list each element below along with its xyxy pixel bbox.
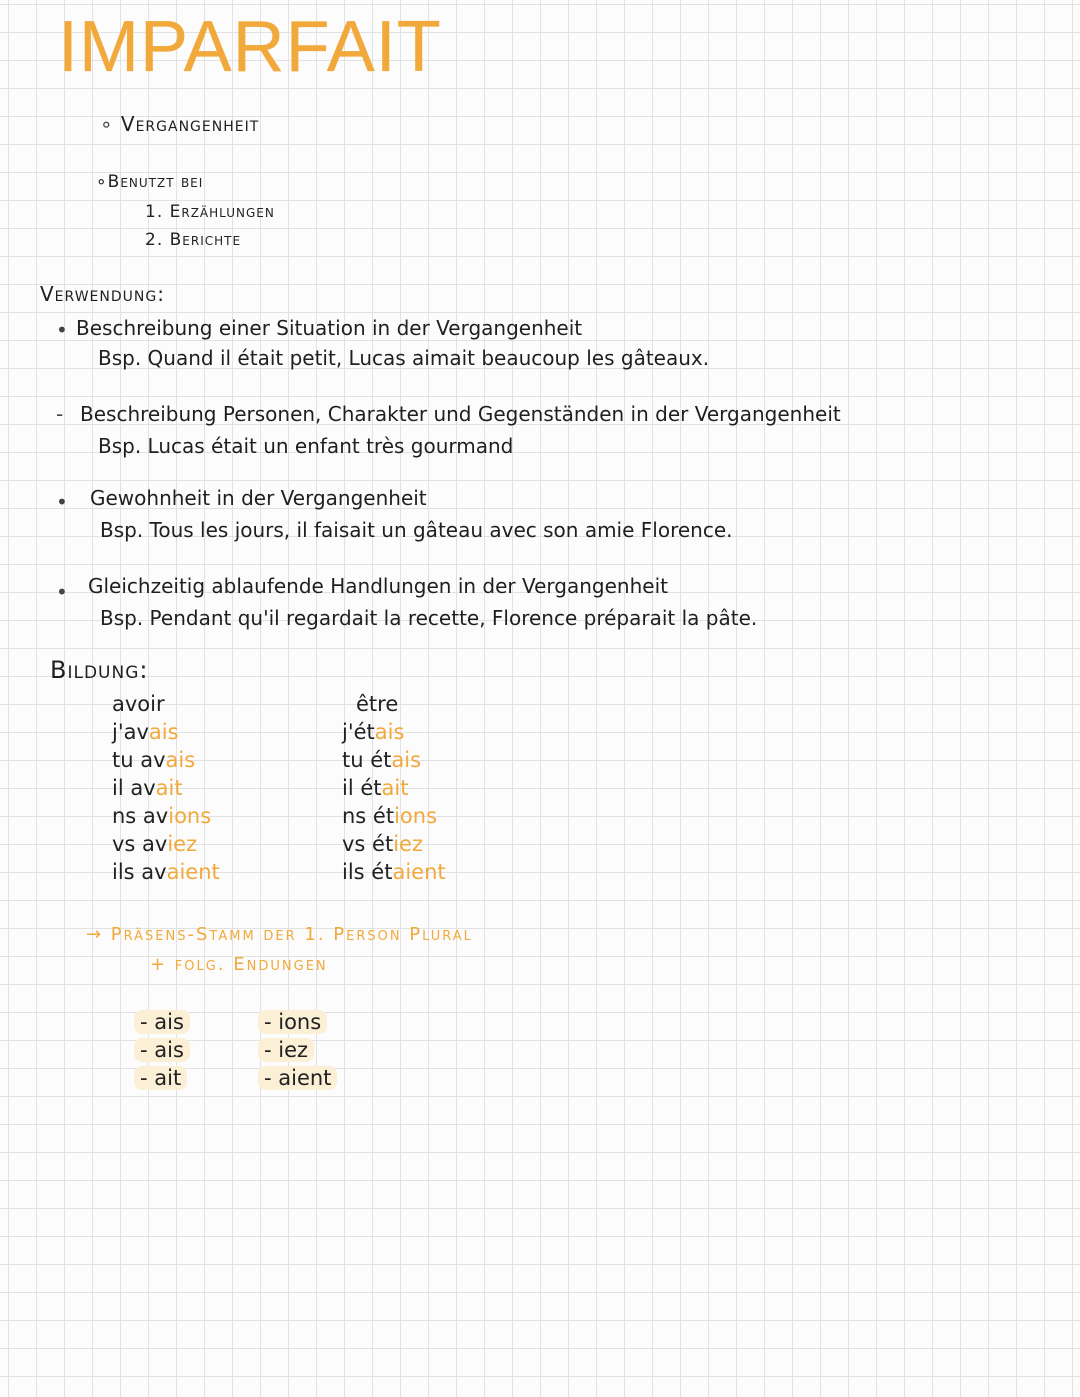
form-ending: iez xyxy=(167,832,198,856)
form-stem: il ét xyxy=(342,776,382,800)
form-stem: ns av xyxy=(112,804,169,828)
verwendung-example-4: Bsp. Pendant qu'il regardait la recette, Florence préparait la pâte. xyxy=(100,606,758,630)
verwendung-example-3: Bsp. Tous les jours, il faisait un gâteau avec son amie Florence. xyxy=(100,518,733,542)
intro-bullet-benutzt xyxy=(96,172,203,192)
avoir-form xyxy=(112,830,220,858)
form-stem: j'av xyxy=(112,720,149,744)
form-stem: vs ét xyxy=(342,832,394,856)
form-ending: ait xyxy=(155,776,183,800)
intro-text-2: Benutzt bei xyxy=(107,172,204,192)
avoir-form xyxy=(112,746,220,774)
bullet-icon: ∘ xyxy=(100,112,121,136)
ending-text: - ait xyxy=(134,1066,187,1090)
form-ending: ions xyxy=(168,804,212,828)
etre-form xyxy=(342,774,446,802)
ending-item xyxy=(258,1064,337,1092)
rule-line-1: → Präsens-Stamm der 1. Person Plural xyxy=(86,924,473,945)
bildung-heading: Bildung: xyxy=(50,656,149,684)
form-stem: ns ét xyxy=(342,804,395,828)
ending-item xyxy=(134,1064,190,1092)
etre-form xyxy=(342,830,446,858)
form-stem: ils ét xyxy=(342,860,393,884)
form-ending: ions xyxy=(394,804,438,828)
form-stem: vs av xyxy=(112,832,168,856)
ending-text: - ais xyxy=(134,1038,190,1062)
page-title: IMPARFAIT xyxy=(58,7,442,87)
verwendung-item-3: Gewohnheit in der Vergangenheit xyxy=(90,486,427,510)
avoir-form xyxy=(112,774,220,802)
form-stem: tu ét xyxy=(342,748,392,772)
bullet-icon: • xyxy=(56,490,68,514)
verwendung-item-2: Beschreibung Personen, Charakter und Gegenständen in der Vergangenheit xyxy=(80,402,841,426)
verwendung-example-2: Bsp. Lucas était un enfant très gourmand xyxy=(98,434,514,458)
rule-line-2: + folg. Endungen xyxy=(150,954,328,975)
etre-form xyxy=(342,718,446,746)
avoir-form xyxy=(112,858,220,886)
avoir-table xyxy=(112,690,220,886)
endings-left xyxy=(134,1008,190,1092)
form-stem: il av xyxy=(112,776,156,800)
etre-header: être xyxy=(356,692,399,716)
form-ending: ais xyxy=(374,720,405,744)
ending-item xyxy=(258,1008,337,1036)
bullet-icon: - xyxy=(56,402,64,426)
bullet-icon: • xyxy=(56,580,68,604)
form-ending: iez xyxy=(393,832,423,856)
form-ending: aient xyxy=(166,860,220,884)
form-stem: tu av xyxy=(112,748,166,772)
ending-item xyxy=(258,1036,337,1064)
verwendung-example-1: Bsp. Quand il était petit, Lucas aimait beaucoup les gâteaux. xyxy=(98,346,710,370)
etre-table xyxy=(342,690,446,886)
ending-text: - iez xyxy=(258,1038,314,1062)
verwendung-heading: Verwendung: xyxy=(40,282,165,306)
form-stem: ils av xyxy=(112,860,167,884)
ending-item xyxy=(134,1008,190,1036)
intro-bullet-vergangenheit xyxy=(100,112,259,136)
verwendung-item-4: Gleichzeitig ablaufende Handlungen in der Vergangenheit xyxy=(88,574,668,598)
form-ending: ais xyxy=(148,720,179,744)
ending-item xyxy=(134,1036,190,1064)
ending-text: - aient xyxy=(258,1066,337,1090)
ending-text: - ais xyxy=(134,1010,190,1034)
intro-text-1: Vergangenheit xyxy=(120,112,260,136)
form-ending: ais xyxy=(165,748,196,772)
endings-right xyxy=(258,1008,337,1092)
avoir-header: avoir xyxy=(112,692,165,716)
form-ending: ais xyxy=(391,748,422,772)
bullet-icon: ∘ xyxy=(96,172,108,192)
form-stem: j'ét xyxy=(342,720,375,744)
avoir-form xyxy=(112,718,220,746)
avoir-form xyxy=(112,802,220,830)
use-item-1: 1. Erzählungen xyxy=(145,202,275,222)
verwendung-item-1: Beschreibung einer Situation in der Vergangenheit xyxy=(76,316,583,340)
etre-form xyxy=(342,746,446,774)
ending-text: - ions xyxy=(258,1010,327,1034)
use-item-2: 2. Berichte xyxy=(145,230,242,250)
etre-form xyxy=(342,802,446,830)
form-ending: ait xyxy=(381,776,409,800)
form-ending: aient xyxy=(392,860,446,884)
etre-form xyxy=(342,858,446,886)
bullet-icon: • xyxy=(56,318,68,342)
